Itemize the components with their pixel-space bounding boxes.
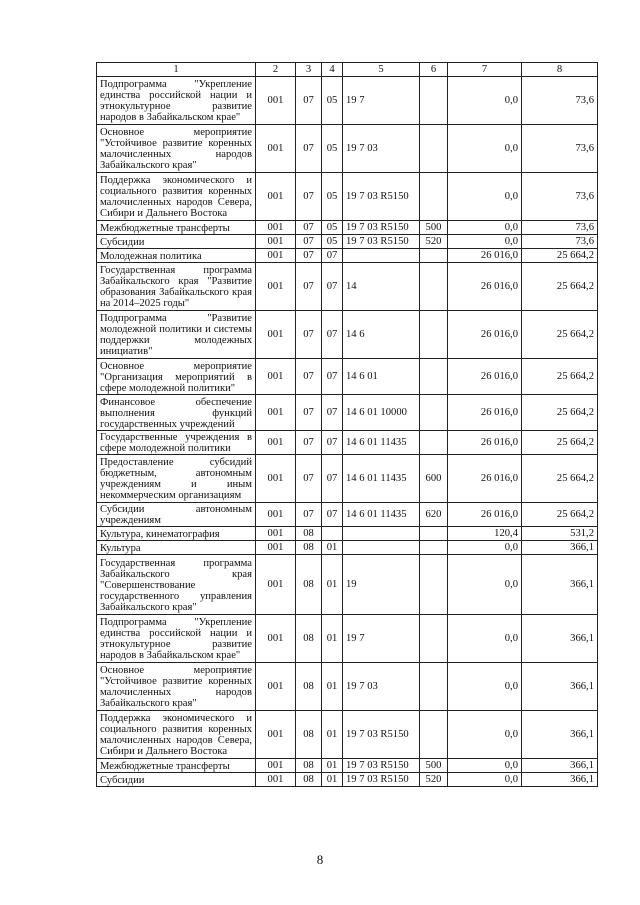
- cell-amount-1: 26 016,0: [448, 395, 522, 431]
- cell-subsection-code: 01: [322, 555, 343, 615]
- cell-ministry-code: 001: [256, 263, 296, 311]
- cell-section-code: 07: [296, 125, 322, 173]
- cell-expense-type: [420, 311, 448, 359]
- table-row: [97, 527, 598, 541]
- cell-amount-2: 25 664,2: [522, 359, 598, 395]
- cell-amount-2: 25 664,2: [522, 503, 598, 527]
- cell-ministry-code: 001: [256, 759, 296, 773]
- cell-ministry-code: 001: [256, 541, 296, 555]
- cell-target-article: 19 7: [343, 615, 420, 663]
- table-row: [97, 455, 598, 503]
- cell-section-code: 08: [296, 555, 322, 615]
- cell-target-article: 14 6 01 11435: [343, 431, 420, 455]
- table-row: [97, 221, 598, 235]
- cell-amount-1: 0,0: [448, 125, 522, 173]
- cell-subsection-code: 05: [322, 125, 343, 173]
- cell-ministry-code: 001: [256, 249, 296, 263]
- cell-amount-1: 120,4: [448, 527, 522, 541]
- cell-ministry-code: 001: [256, 615, 296, 663]
- cell-name: Межбюджетные трансферты: [97, 221, 256, 235]
- cell-section-code: 08: [296, 615, 322, 663]
- table-row: [97, 555, 598, 615]
- cell-amount-2: 73,6: [522, 77, 598, 125]
- cell-ministry-code: 001: [256, 555, 296, 615]
- table-header-row: [97, 63, 598, 77]
- cell-ministry-code: 001: [256, 173, 296, 221]
- cell-subsection-code: 07: [322, 503, 343, 527]
- cell-expense-type: 520: [420, 235, 448, 249]
- cell-name: Подпрограмма "Развитие молодежной политики и системы поддержки молодежных инициатив": [97, 311, 256, 359]
- cell-target-article: 19 7: [343, 77, 420, 125]
- cell-amount-2: 25 664,2: [522, 455, 598, 503]
- cell-amount-1: 26 016,0: [448, 503, 522, 527]
- cell-section-code: 08: [296, 759, 322, 773]
- cell-section-code: 08: [296, 773, 322, 787]
- cell-name: Молодежная политика: [97, 249, 256, 263]
- cell-name: Государственная программа Забайкальского края "Совершенствование государственного управления Забайкальского края": [97, 555, 256, 615]
- cell-subsection-code: 07: [322, 249, 343, 263]
- table-row: [97, 395, 598, 431]
- cell-target-article: 19 7 03 R5150: [343, 711, 420, 759]
- cell-expense-type: [420, 395, 448, 431]
- cell-expense-type: [420, 125, 448, 173]
- cell-name: Государственная программа Забайкальского края "Развитие образования Забайкальского края на 2014–2025 годы": [97, 263, 256, 311]
- cell-subsection-code: 01: [322, 615, 343, 663]
- cell-section-code: 07: [296, 173, 322, 221]
- table-row: [97, 263, 598, 311]
- cell-subsection-code: 01: [322, 663, 343, 711]
- cell-amount-1: 26 016,0: [448, 311, 522, 359]
- cell-amount-2: 25 664,2: [522, 431, 598, 455]
- cell-expense-type: 600: [420, 455, 448, 503]
- cell-target-article: 14 6 01: [343, 359, 420, 395]
- cell-subsection-code: 07: [322, 395, 343, 431]
- cell-target-article: 14 6: [343, 311, 420, 359]
- cell-subsection-code: 01: [322, 773, 343, 787]
- cell-ministry-code: 001: [256, 455, 296, 503]
- cell-amount-1: 0,0: [448, 773, 522, 787]
- cell-section-code: 08: [296, 663, 322, 711]
- cell-subsection-code: 07: [322, 359, 343, 395]
- cell-amount-1: 0,0: [448, 221, 522, 235]
- cell-amount-1: 0,0: [448, 77, 522, 125]
- cell-ministry-code: 001: [256, 235, 296, 249]
- cell-amount-1: 0,0: [448, 235, 522, 249]
- cell-section-code: 07: [296, 249, 322, 263]
- cell-target-article: [343, 527, 420, 541]
- table-row: [97, 615, 598, 663]
- cell-target-article: 19 7 03 R5150: [343, 221, 420, 235]
- cell-section-code: 07: [296, 455, 322, 503]
- table-row: [97, 711, 598, 759]
- header-cell: 4: [322, 63, 343, 77]
- cell-ministry-code: 001: [256, 773, 296, 787]
- cell-name: Подпрограмма "Укрепление единства российской нации и этнокультурное развитие народов в Забайкальском крае": [97, 77, 256, 125]
- cell-amount-1: 0,0: [448, 711, 522, 759]
- cell-expense-type: [420, 711, 448, 759]
- cell-name: Субсидии: [97, 235, 256, 249]
- cell-expense-type: 500: [420, 759, 448, 773]
- cell-ministry-code: 001: [256, 527, 296, 541]
- cell-amount-2: 366,1: [522, 541, 598, 555]
- cell-amount-2: 25 664,2: [522, 395, 598, 431]
- table-row: [97, 759, 598, 773]
- table-row: [97, 125, 598, 173]
- cell-ministry-code: 001: [256, 77, 296, 125]
- cell-expense-type: [420, 615, 448, 663]
- budget-table: [96, 62, 598, 787]
- cell-amount-2: 366,1: [522, 773, 598, 787]
- cell-amount-2: 73,6: [522, 221, 598, 235]
- cell-ministry-code: 001: [256, 125, 296, 173]
- cell-ministry-code: 001: [256, 711, 296, 759]
- cell-amount-2: 73,6: [522, 235, 598, 249]
- cell-amount-1: 26 016,0: [448, 431, 522, 455]
- cell-subsection-code: 07: [322, 455, 343, 503]
- cell-name: Основное мероприятие "Организация мероприятий в сфере молодежной политики": [97, 359, 256, 395]
- cell-ministry-code: 001: [256, 503, 296, 527]
- cell-amount-1: 26 016,0: [448, 455, 522, 503]
- cell-amount-2: 25 664,2: [522, 311, 598, 359]
- cell-section-code: 08: [296, 711, 322, 759]
- cell-subsection-code: 01: [322, 711, 343, 759]
- cell-target-article: 14 6 01 11435: [343, 503, 420, 527]
- cell-name: Основное мероприятие "Устойчивое развитие коренных малочисленных народов Забайкальского края": [97, 663, 256, 711]
- cell-target-article: 19 7 03 R5150: [343, 173, 420, 221]
- table-row: [97, 77, 598, 125]
- cell-name: Культура: [97, 541, 256, 555]
- header-cell: 2: [256, 63, 296, 77]
- header-cell: 1: [97, 63, 256, 77]
- cell-subsection-code: 05: [322, 173, 343, 221]
- cell-amount-1: 0,0: [448, 541, 522, 555]
- cell-target-article: [343, 541, 420, 555]
- cell-target-article: 14 6 01 11435: [343, 455, 420, 503]
- cell-amount-1: 26 016,0: [448, 263, 522, 311]
- cell-expense-type: [420, 173, 448, 221]
- cell-ministry-code: 001: [256, 663, 296, 711]
- table-row: [97, 249, 598, 263]
- table-row: [97, 503, 598, 527]
- cell-section-code: 08: [296, 527, 322, 541]
- cell-target-article: [343, 249, 420, 263]
- cell-section-code: 07: [296, 431, 322, 455]
- cell-amount-2: 366,1: [522, 615, 598, 663]
- cell-expense-type: 620: [420, 503, 448, 527]
- cell-expense-type: [420, 249, 448, 263]
- cell-amount-1: 0,0: [448, 555, 522, 615]
- cell-subsection-code: 07: [322, 263, 343, 311]
- cell-name: Основное мероприятие "Устойчивое развитие коренных малочисленных народов Забайкальского края": [97, 125, 256, 173]
- header-cell: 6: [420, 63, 448, 77]
- cell-section-code: 07: [296, 395, 322, 431]
- table-row: [97, 773, 598, 787]
- table-row: [97, 663, 598, 711]
- cell-expense-type: [420, 263, 448, 311]
- cell-amount-2: 366,1: [522, 711, 598, 759]
- header-cell: 5: [343, 63, 420, 77]
- cell-name: Финансовое обеспечение выполнения функций государственных учреждений: [97, 395, 256, 431]
- cell-target-article: 14: [343, 263, 420, 311]
- cell-expense-type: [420, 77, 448, 125]
- cell-amount-2: 531,2: [522, 527, 598, 541]
- cell-section-code: 07: [296, 235, 322, 249]
- cell-target-article: 19 7 03 R5150: [343, 773, 420, 787]
- table-row: [97, 173, 598, 221]
- cell-amount-2: 366,1: [522, 759, 598, 773]
- table-row: [97, 541, 598, 555]
- cell-name: Субсидии: [97, 773, 256, 787]
- cell-expense-type: [420, 431, 448, 455]
- cell-amount-2: 25 664,2: [522, 249, 598, 263]
- cell-ministry-code: 001: [256, 221, 296, 235]
- cell-target-article: 14 6 01 10000: [343, 395, 420, 431]
- header-cell: 3: [296, 63, 322, 77]
- cell-subsection-code: 01: [322, 541, 343, 555]
- table-row: [97, 235, 598, 249]
- cell-section-code: 07: [296, 77, 322, 125]
- cell-section-code: 08: [296, 541, 322, 555]
- cell-name: Государственные учреждения в сфере молодежной политики: [97, 431, 256, 455]
- cell-subsection-code: 05: [322, 77, 343, 125]
- cell-ministry-code: 001: [256, 395, 296, 431]
- cell-section-code: 07: [296, 263, 322, 311]
- cell-amount-1: 26 016,0: [448, 359, 522, 395]
- cell-subsection-code: 01: [322, 759, 343, 773]
- cell-amount-2: 366,1: [522, 663, 598, 711]
- cell-ministry-code: 001: [256, 359, 296, 395]
- header-cell: 8: [522, 63, 598, 77]
- cell-expense-type: 520: [420, 773, 448, 787]
- cell-amount-1: 0,0: [448, 759, 522, 773]
- cell-name: Поддержка экономического и социального развития коренных малочисленных народов Севера, Сибири и Дальнего Востока: [97, 711, 256, 759]
- cell-amount-2: 73,6: [522, 173, 598, 221]
- cell-subsection-code: 07: [322, 311, 343, 359]
- table-row: [97, 431, 598, 455]
- cell-section-code: 07: [296, 359, 322, 395]
- cell-subsection-code: [322, 527, 343, 541]
- table-row: [97, 359, 598, 395]
- cell-expense-type: [420, 527, 448, 541]
- cell-name: Культура, кинематография: [97, 527, 256, 541]
- cell-amount-2: 73,6: [522, 125, 598, 173]
- cell-name: Подпрограмма "Укрепление единства российской нации и этнокультурное развитие народов в Забайкальском крае": [97, 615, 256, 663]
- cell-target-article: 19 7 03: [343, 125, 420, 173]
- cell-expense-type: [420, 541, 448, 555]
- cell-ministry-code: 001: [256, 431, 296, 455]
- cell-section-code: 07: [296, 311, 322, 359]
- cell-expense-type: 500: [420, 221, 448, 235]
- cell-target-article: 19 7 03: [343, 663, 420, 711]
- cell-name: Межбюджетные трансферты: [97, 759, 256, 773]
- header-cell: 7: [448, 63, 522, 77]
- cell-name: Предоставление субсидий бюджетным, автономным учреждениям и иным некоммерческим организациям: [97, 455, 256, 503]
- table-row: [97, 311, 598, 359]
- cell-amount-1: 0,0: [448, 663, 522, 711]
- cell-expense-type: [420, 555, 448, 615]
- cell-amount-1: 0,0: [448, 615, 522, 663]
- cell-subsection-code: 07: [322, 431, 343, 455]
- cell-name: Субсидии автономным учреждениям: [97, 503, 256, 527]
- cell-ministry-code: 001: [256, 311, 296, 359]
- cell-target-article: 19: [343, 555, 420, 615]
- cell-name: Поддержка экономического и социального развития коренных малочисленных народов Севера, Сибири и Дальнего Востока: [97, 173, 256, 221]
- cell-section-code: 07: [296, 221, 322, 235]
- cell-target-article: 19 7 03 R5150: [343, 235, 420, 249]
- cell-section-code: 07: [296, 503, 322, 527]
- cell-amount-1: 0,0: [448, 173, 522, 221]
- cell-subsection-code: 05: [322, 221, 343, 235]
- cell-amount-2: 366,1: [522, 555, 598, 615]
- cell-expense-type: [420, 359, 448, 395]
- cell-amount-2: 25 664,2: [522, 263, 598, 311]
- cell-target-article: 19 7 03 R5150: [343, 759, 420, 773]
- page-number: 8: [316, 852, 324, 867]
- cell-amount-1: 26 016,0: [448, 249, 522, 263]
- cell-expense-type: [420, 663, 448, 711]
- cell-subsection-code: 05: [322, 235, 343, 249]
